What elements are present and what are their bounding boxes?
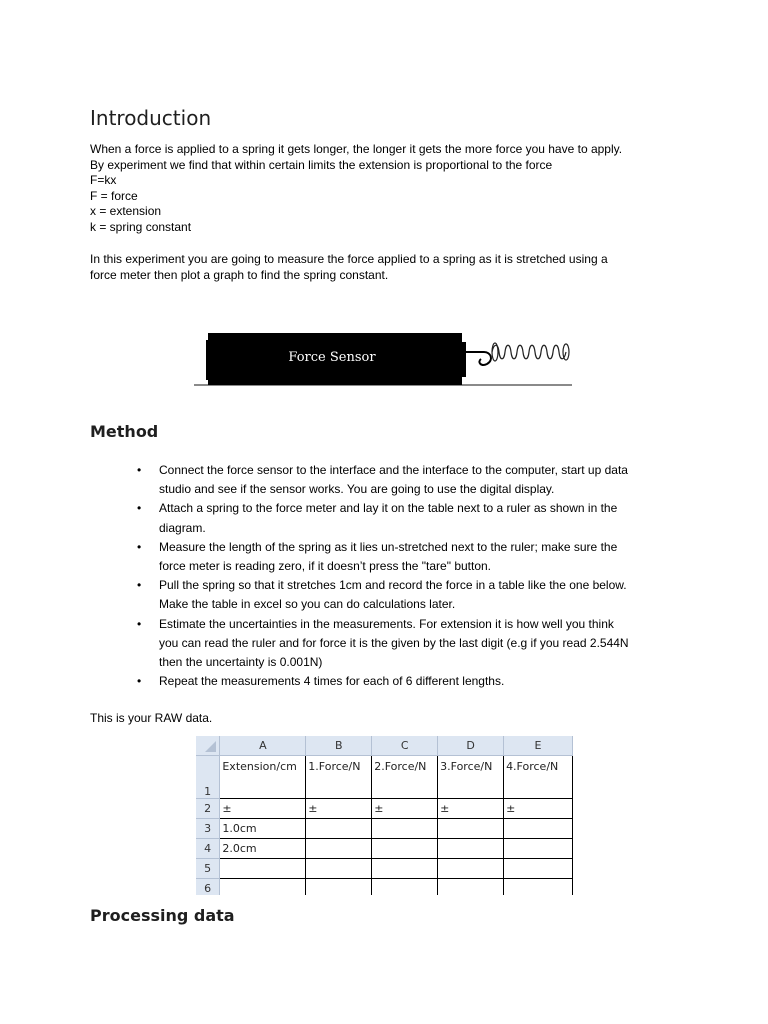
sheet-cell[interactable] [504,859,573,879]
step-line: studio and see if the sensor works. You are going to use the digital display. [159,482,555,497]
bullet-icon: • [137,501,142,516]
sheet-cell[interactable] [372,879,438,896]
column-header-b[interactable]: B [306,736,372,756]
step-line: Attach a spring to the force meter and lay it on the table next to a ruler as shown in the [159,501,618,516]
overview-line: force meter then plot a graph to find the spring constant. [90,267,389,282]
row-header[interactable]: 2 [196,799,220,819]
force-sensor-label: Force Sensor [288,350,376,365]
sheet-cell[interactable] [504,879,573,896]
experiment-overview [90,252,690,283]
formula-line: F=kx [90,173,117,187]
column-header-e[interactable]: E [504,736,573,756]
sheet-cell[interactable]: ± [306,799,372,819]
sheet-cell[interactable] [438,859,504,879]
raw-data-spreadsheet [196,736,573,895]
sheet-cell[interactable]: Extension/cm [220,756,306,799]
sheet-cell[interactable] [438,819,504,839]
row-header[interactable]: 3 [196,819,220,839]
table-row [196,859,573,879]
step-line: then the uncertainty is 0.001N) [159,655,323,670]
sheet-cell[interactable] [438,879,504,896]
bullet-icon: • [137,674,142,689]
bullet-icon: • [137,616,142,631]
method-step [90,461,690,499]
step-line: force meter is reading zero, if it doesn’t press the "tare" button. [159,559,492,574]
processing-data-heading: Processing data [90,906,235,925]
corner-triangle-icon [203,739,217,753]
overview-line: In this experiment you are going to measure the force applied to a spring as it is stretched using a [90,252,608,266]
sheet-cell[interactable]: ± [220,799,306,819]
introduction-text [90,142,690,235]
step-line: Make the table in excel so you can do calculations later. [159,597,456,612]
sheet-cell[interactable] [306,859,372,879]
raw-data-caption [90,711,690,727]
sheet-cell[interactable] [372,819,438,839]
column-header-c[interactable]: C [372,736,438,756]
spring-icon [492,343,569,361]
intro-line: By experiment we find that within certain limits the extension is proportional to the force [90,157,553,172]
sheet-cell[interactable] [306,839,372,859]
step-line: Estimate the uncertainties in the measurements. For extension it is how well you think [159,616,614,631]
sheet-cell[interactable]: 1.Force/N [306,756,372,799]
method-step [90,499,690,537]
sheet-cell[interactable]: ± [438,799,504,819]
method-heading: Method [90,422,159,441]
bullet-icon: • [137,463,142,477]
row-header[interactable]: 6 [196,879,220,896]
formula-def-force: F = force [90,188,138,203]
sheet-cell[interactable] [306,819,372,839]
intro-line: When a force is applied to a spring it gets longer, the longer it gets the more force you have to apply. [90,142,623,156]
table-row [196,819,573,839]
step-line: Measure the length of the spring as it lies un-stretched next to the ruler; make sure the [159,539,618,554]
force-sensor-diagram [194,330,574,390]
raw-data-caption-text: This is your RAW data. [90,711,213,725]
step-line: Pull the spring so that it stretches 1cm and record the force in a table like the one below. [159,578,627,593]
sheet-cell[interactable] [504,839,573,859]
formula-def-extension: x = extension [90,204,162,218]
table-row [196,839,573,859]
row-header[interactable]: 1 [196,756,220,799]
select-all-corner[interactable] [196,736,220,756]
introduction-heading: Introduction [90,106,212,130]
row-header[interactable]: 5 [196,859,220,879]
row-header[interactable]: 4 [196,839,220,859]
sheet-cell[interactable] [504,819,573,839]
bullet-icon: • [137,578,142,593]
sheet-cell[interactable]: 3.Force/N [438,756,504,799]
formula-def-constant: k = spring constant [90,219,192,234]
method-step [90,615,690,673]
step-line: Connect the force sensor to the interface and the interface to the computer, start up data [159,463,628,477]
column-header-a[interactable]: A [220,736,306,756]
sheet-cell[interactable] [220,879,306,896]
sheet-cell[interactable] [438,839,504,859]
step-line: Repeat the measurements 4 times for each of 6 different lengths. [159,674,505,689]
sheet-cell[interactable]: ± [504,799,573,819]
method-step [90,672,690,691]
column-header-d[interactable]: D [438,736,504,756]
method-step [90,538,690,576]
sheet-cell[interactable]: 1.0cm [220,819,306,839]
sheet-cell[interactable] [306,879,372,896]
method-step [90,576,690,614]
sheet-cell[interactable]: 2.Force/N [372,756,438,799]
bullet-icon: • [137,539,142,554]
table-row [196,799,573,819]
method-steps [90,461,690,691]
table-row [196,756,573,799]
sheet-cell[interactable] [372,859,438,879]
sheet-cell[interactable]: 4.Force/N [504,756,573,799]
sheet-cell[interactable] [220,859,306,879]
step-line: diagram. [159,520,206,535]
hook-icon [466,352,491,365]
sheet-cell[interactable] [372,839,438,859]
sheet-cell[interactable]: 2.0cm [220,839,306,859]
table-row [196,879,573,896]
step-line: you can read the ruler and for force it is the given by the last digit (e.g if you read 2.544N [159,635,629,650]
sheet-cell[interactable]: ± [372,799,438,819]
